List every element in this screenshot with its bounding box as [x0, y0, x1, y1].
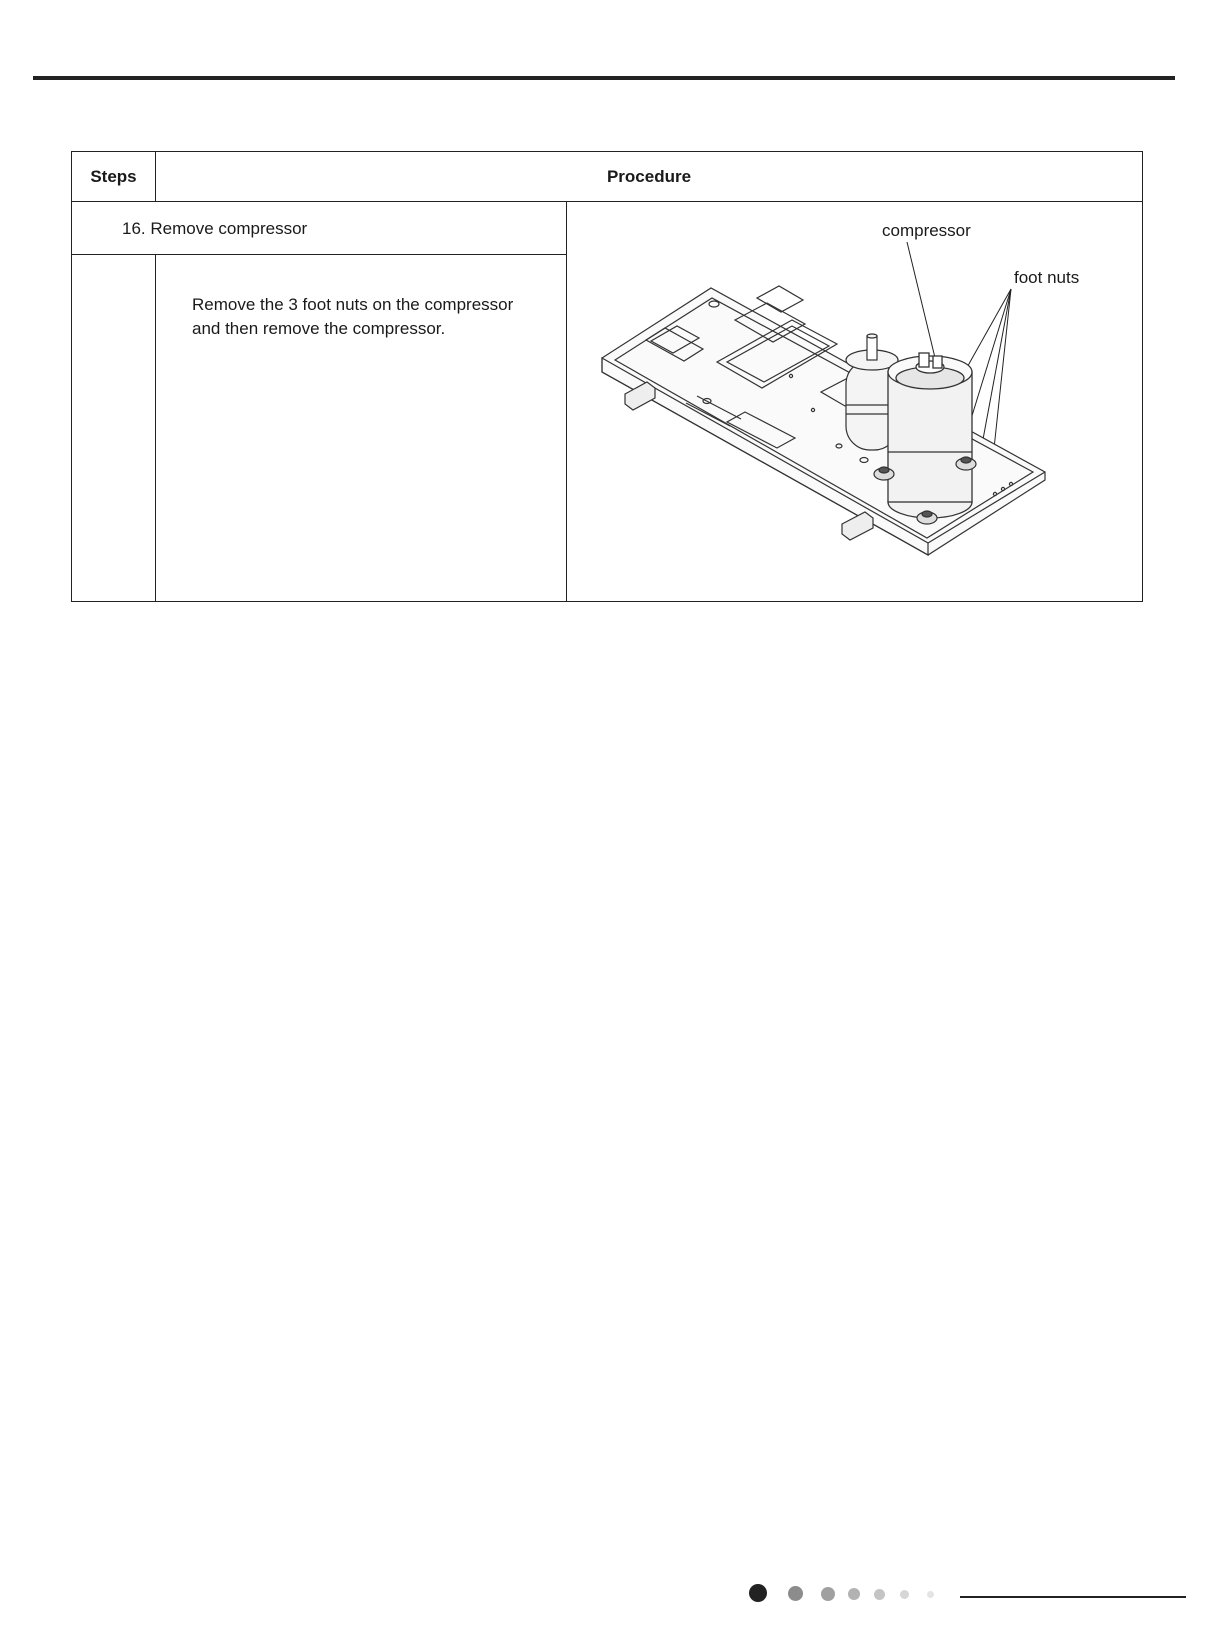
label-compressor: compressor: [882, 221, 971, 240]
top-rule: [33, 76, 1175, 80]
compressor-body: [888, 353, 972, 518]
page-dot-1: [749, 1584, 767, 1602]
step-instruction-cell: [156, 255, 567, 602]
header-steps: Steps: [72, 152, 156, 202]
compressor-illustration: [567, 202, 1143, 601]
footer-rule: [960, 1596, 1186, 1598]
step-title: 16. Remove compressor: [122, 219, 308, 238]
page-dot-6: [900, 1590, 909, 1599]
procedure-table: [71, 151, 1143, 602]
header-procedure: Procedure: [156, 152, 1143, 202]
page-dot-7: [927, 1591, 934, 1598]
page-dot-3: [821, 1587, 835, 1601]
step-number-cell: [72, 255, 156, 602]
label-foot-nuts: foot nuts: [1014, 268, 1080, 287]
step-title-cell: [72, 202, 567, 255]
chassis-plate: [602, 286, 1045, 555]
figure-cell: [567, 202, 1143, 602]
table-header-row: [72, 152, 1143, 202]
page-dot-4: [848, 1588, 860, 1600]
step-title-row: [72, 202, 1143, 255]
step-instruction: Remove the 3 foot nuts on the compressor and then remove the compressor.: [192, 295, 514, 338]
page-dot-5: [874, 1589, 885, 1600]
page-dot-2: [788, 1586, 803, 1601]
